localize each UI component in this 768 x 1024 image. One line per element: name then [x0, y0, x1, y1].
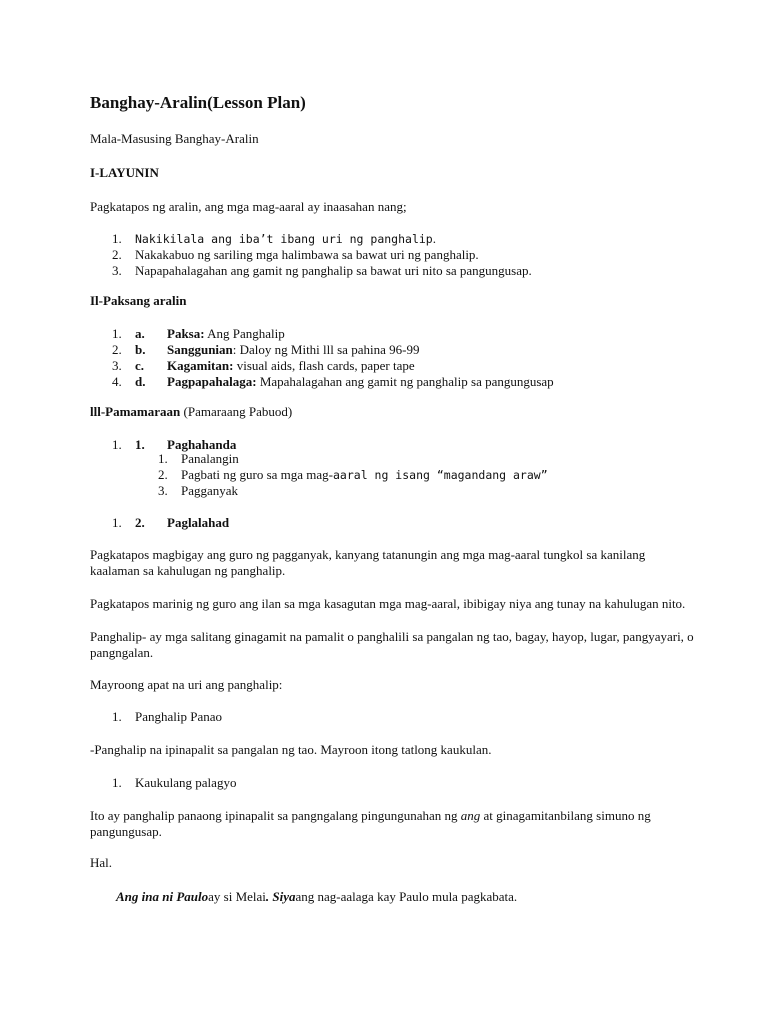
section-heading-pamamaraan: lll-Pamamaraan (Pamaraang Pabuod) — [90, 404, 293, 419]
page-subtitle: Mala-Masusing Banghay-Aralin — [90, 131, 259, 146]
page-title: Banghay-Aralin(Lesson Plan) — [90, 93, 306, 112]
paragraph: Pagkatapos magbigay ang guro ng pagganyak, kanyang tatanungin ang mga mag-aaral tungkol sa kanilang kaalaman sa kahulugan ng panghalip. — [90, 547, 646, 578]
uri-list — [112, 709, 692, 725]
paragraph: -Panghalip na ipinapalit sa pangalan ng tao. Mayroon itong tatlong kaukulan. — [90, 742, 492, 757]
list-item: 1. a. Paksa: Ang Panghalip — [112, 326, 285, 341]
layunin-list — [112, 231, 692, 279]
pamamaraan-step-2 — [112, 515, 692, 531]
list-item-text: Napapahalagahan ang gamit ng panghalip sa bawat uri nito sa pangungusap. — [135, 263, 532, 278]
kaukulan-list — [112, 775, 692, 791]
example-sentence: Ang ina ni Pauloay si Melai. Siyaang nag-aalaga kay Paulo mula pagkabata. — [116, 889, 518, 904]
list-item: 4. d. Pagpapahalaga: Mapahalagahan ang gamit ng panghalip sa pangungusap — [112, 374, 554, 389]
list-item: 2. b. Sanggunian: Daloy ng Mithi lll sa pahina 96-99 — [112, 342, 420, 357]
list-item: 3. Napapahalagahan ang gamit ng panghalip sa bawat uri nito sa pangungusap. — [112, 263, 532, 278]
section-heading-paksa: Il-Paksang aralin — [90, 293, 187, 308]
list-item: 2. Pagbati ng guro sa mga mag-aaral ng isang “magandang araw” — [158, 467, 548, 482]
list-item: 1. Nakikilala ang iba’t ibang uri ng panghalip. — [112, 231, 436, 246]
section-heading-layunin: I-LAYUNIN — [90, 165, 159, 180]
list-item: 1. Kaukulang palagyo — [112, 775, 237, 790]
list-item: 2. Nakakabuo ng sariling mga halimbawa sa bawat uri ng panghalip. — [112, 247, 479, 262]
example-label: Hal. — [90, 855, 113, 870]
paragraph: Mayroong apat na uri ang panghalip: — [90, 677, 283, 692]
list-item: 1. Panghalip Panao — [112, 709, 223, 724]
paragraph: Ito ay panghalip panaong ipinapalit sa pangngalang pingungunahan ng ang at ginagamitanbilang simuno ng pangungusap. — [90, 808, 651, 839]
list-item-text: Nakikilala ang iba’t ibang uri ng panghalip — [135, 232, 433, 246]
list-item: 1. 1. Paghahanda — [112, 437, 237, 452]
paragraph: Pagkatapos marinig ng guro ang ilan sa mga kasagutan mga mag-aaral, ibibigay niya ang tunay na kahulugan nito. — [90, 596, 686, 611]
list-item: 3. Pagganyak — [158, 483, 239, 498]
layunin-intro: Pagkatapos ng aralin, ang mga mag-aaral ay inaasahan nang; — [90, 199, 407, 214]
list-item-text: Nakakabuo ng sariling mga halimbawa sa bawat uri ng panghalip. — [135, 247, 479, 262]
list-item: 3. c. Kagamitan: visual aids, flash cards, paper tape — [112, 358, 415, 373]
definition-paragraph: Panghalip- ay mga salitang ginagamit na pamalit o panghalili sa pangalan ng tao, bagay, hayop, lugar, pangyayari, o pangngalan. — [90, 629, 694, 660]
paghahanda-sublist — [158, 451, 658, 499]
list-item: 1. 2. Paglalahad — [112, 515, 230, 530]
list-item: 1. Panalangin — [158, 451, 239, 466]
paksa-list — [112, 326, 692, 390]
